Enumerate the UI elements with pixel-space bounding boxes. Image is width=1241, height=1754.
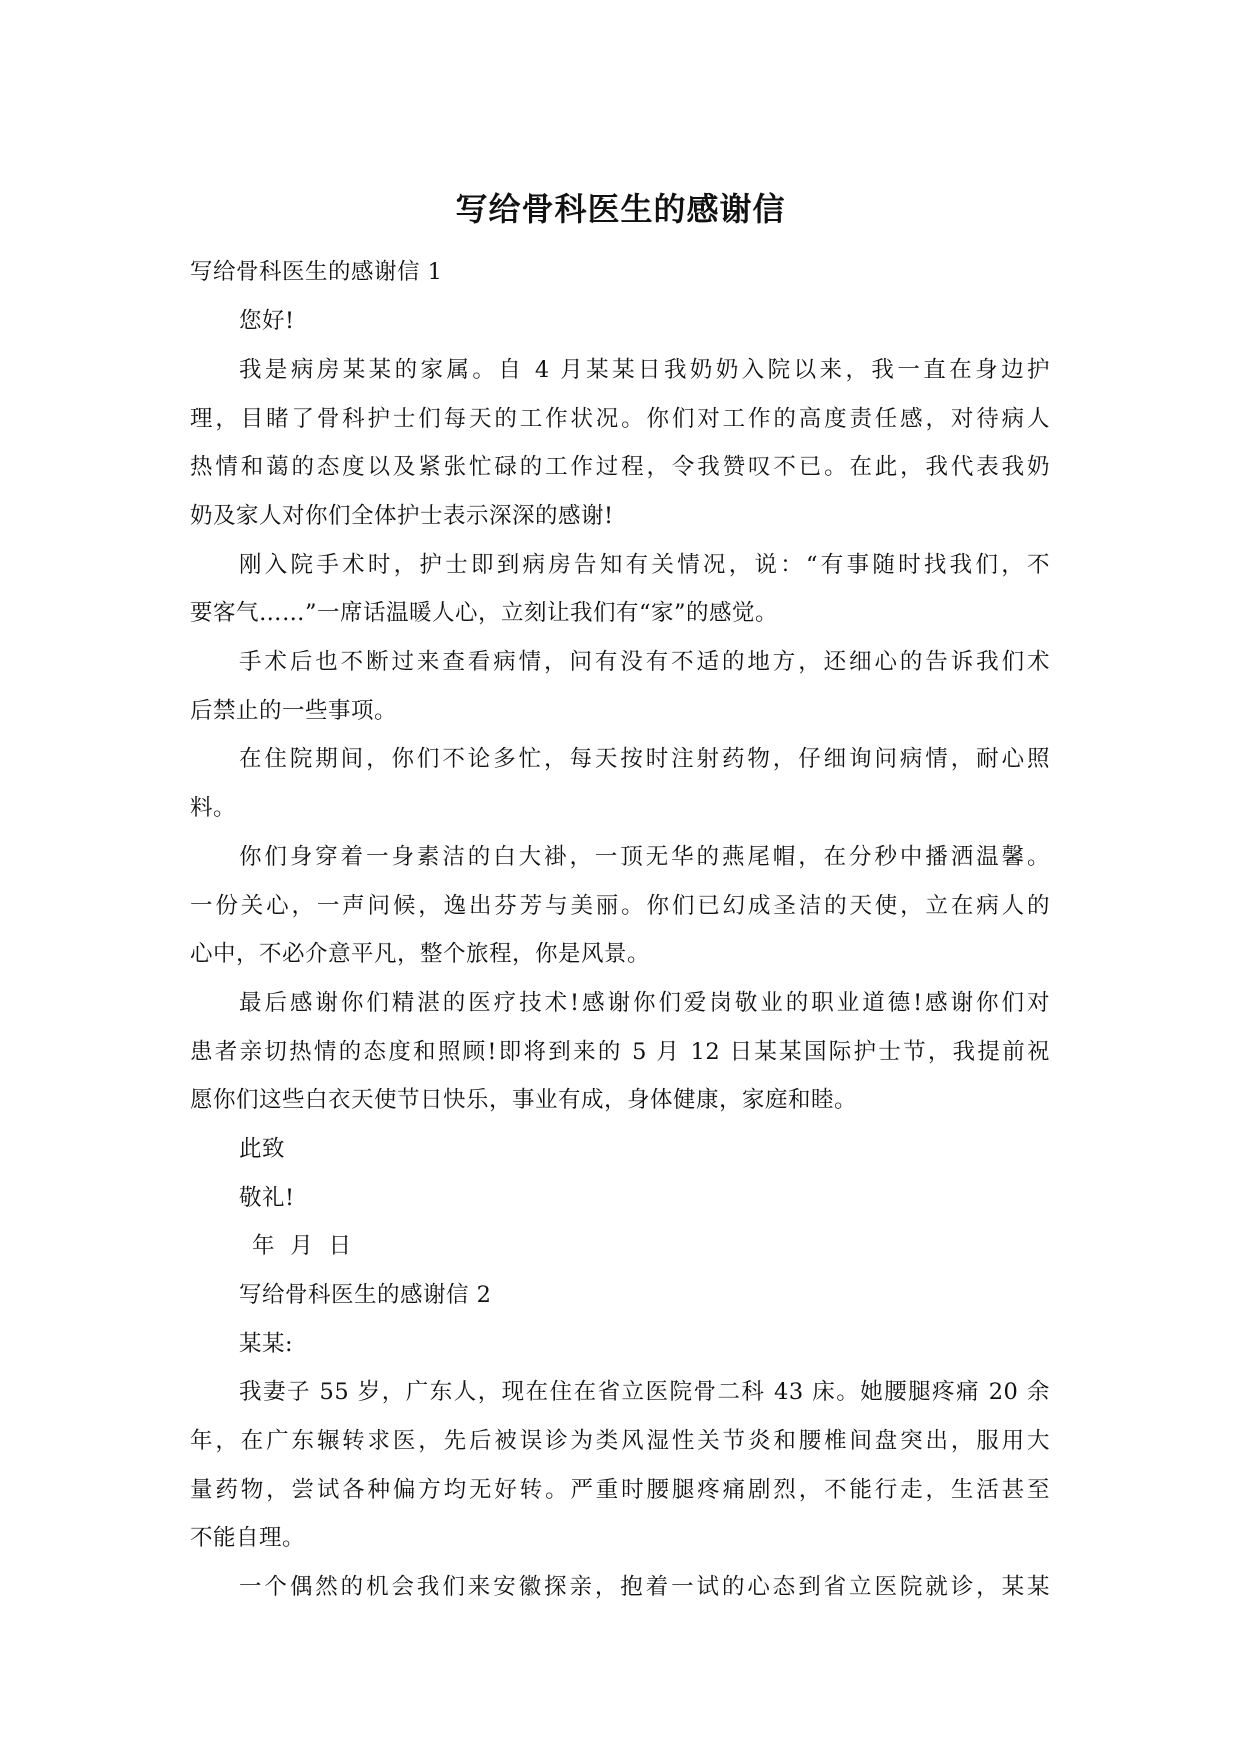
paragraph-line: 理，目睹了骨科护士们每天的工作状况。你们对工作的高度责任感，对待病人 (190, 406, 1050, 432)
paragraph-line: 热情和蔼的态度以及紧张忙碌的工作过程，令我赞叹不已。在此，我代表我奶 (190, 454, 1050, 480)
closing-cizhi: 此致 (239, 1136, 286, 1162)
paragraph-line: 料。 (190, 795, 237, 821)
paragraph-line: 在住院期间，你们不论多忙，每天按时注射药物，仔细询问病情，耐心照 (239, 746, 1050, 772)
greeting: 某某: (239, 1331, 294, 1357)
paragraph-line: 一份关心，一声问候，逸出芬芳与美丽。你们已幻成圣洁的天使，立在病人的 (190, 893, 1050, 919)
document-title: 写给骨科医生的感谢信 (455, 190, 786, 228)
paragraph-line: 我是病房某某的家属。自 4 月某某日我奶奶入院以来，我一直在身边护 (239, 357, 1050, 383)
letter-1-heading: 写给骨科医生的感谢信 1 (190, 259, 443, 285)
paragraph-line: 后禁止的一些事项。 (190, 698, 398, 724)
paragraph-line: 你们身穿着一身素洁的白大褂，一顶无华的燕尾帽，在分秒中播洒温馨。 (239, 844, 1050, 870)
paragraph-line: 奶及家人对你们全体护士表示深深的感谢! (190, 503, 614, 529)
paragraph-line: 一个偶然的机会我们来安徽探亲，抱着一试的心态到省立医院就诊，某某 (239, 1574, 1050, 1600)
paragraph-line: 不能自理。 (190, 1525, 306, 1551)
paragraph-line: 最后感谢你们精湛的医疗技术!感谢你们爱岗敬业的职业道德!感谢你们对 (239, 990, 1050, 1016)
paragraph-line: 我妻子 55 岁，广东人，现在住在省立医院骨二科 43 床。她腰腿疼痛 20 余 (239, 1379, 1050, 1405)
letter-2-heading: 写给骨科医生的感谢信 2 (239, 1282, 492, 1308)
paragraph-line: 愿你们这些白衣天使节日快乐，事业有成，身体健康，家庭和睦。 (190, 1087, 858, 1113)
closing-jingli: 敬礼! (239, 1185, 295, 1211)
paragraph-line: 要客气……”一席话温暖人心，立刻让我们有“家”的感觉。 (190, 600, 779, 626)
paragraph-line: 患者亲切热情的态度和照顾!即将到来的 5 月 12 日某某国际护士节，我提前祝 (190, 1039, 1050, 1065)
paragraph-line: 心中，不必介意平凡，整个旅程，你是风景。 (190, 941, 651, 967)
paragraph-line: 量药物，尝试各种偏方均无好转。严重时腰腿疼痛剧烈，不能行走，生活甚至 (190, 1477, 1050, 1503)
paragraph-line: 刚入院手术时，护士即到病房告知有关情况，说：“有事随时找我们，不 (239, 552, 1050, 578)
greeting: 您好! (239, 308, 295, 334)
paragraph-line: 手术后也不断过来查看病情，问有没有不适的地方，还细心的告诉我们术 (239, 649, 1050, 675)
date-line: 年 月 日 (252, 1233, 352, 1259)
paragraph-line: 年，在广东辗转求医，先后被误诊为类风湿性关节炎和腰椎间盘突出，服用大 (190, 1428, 1050, 1454)
